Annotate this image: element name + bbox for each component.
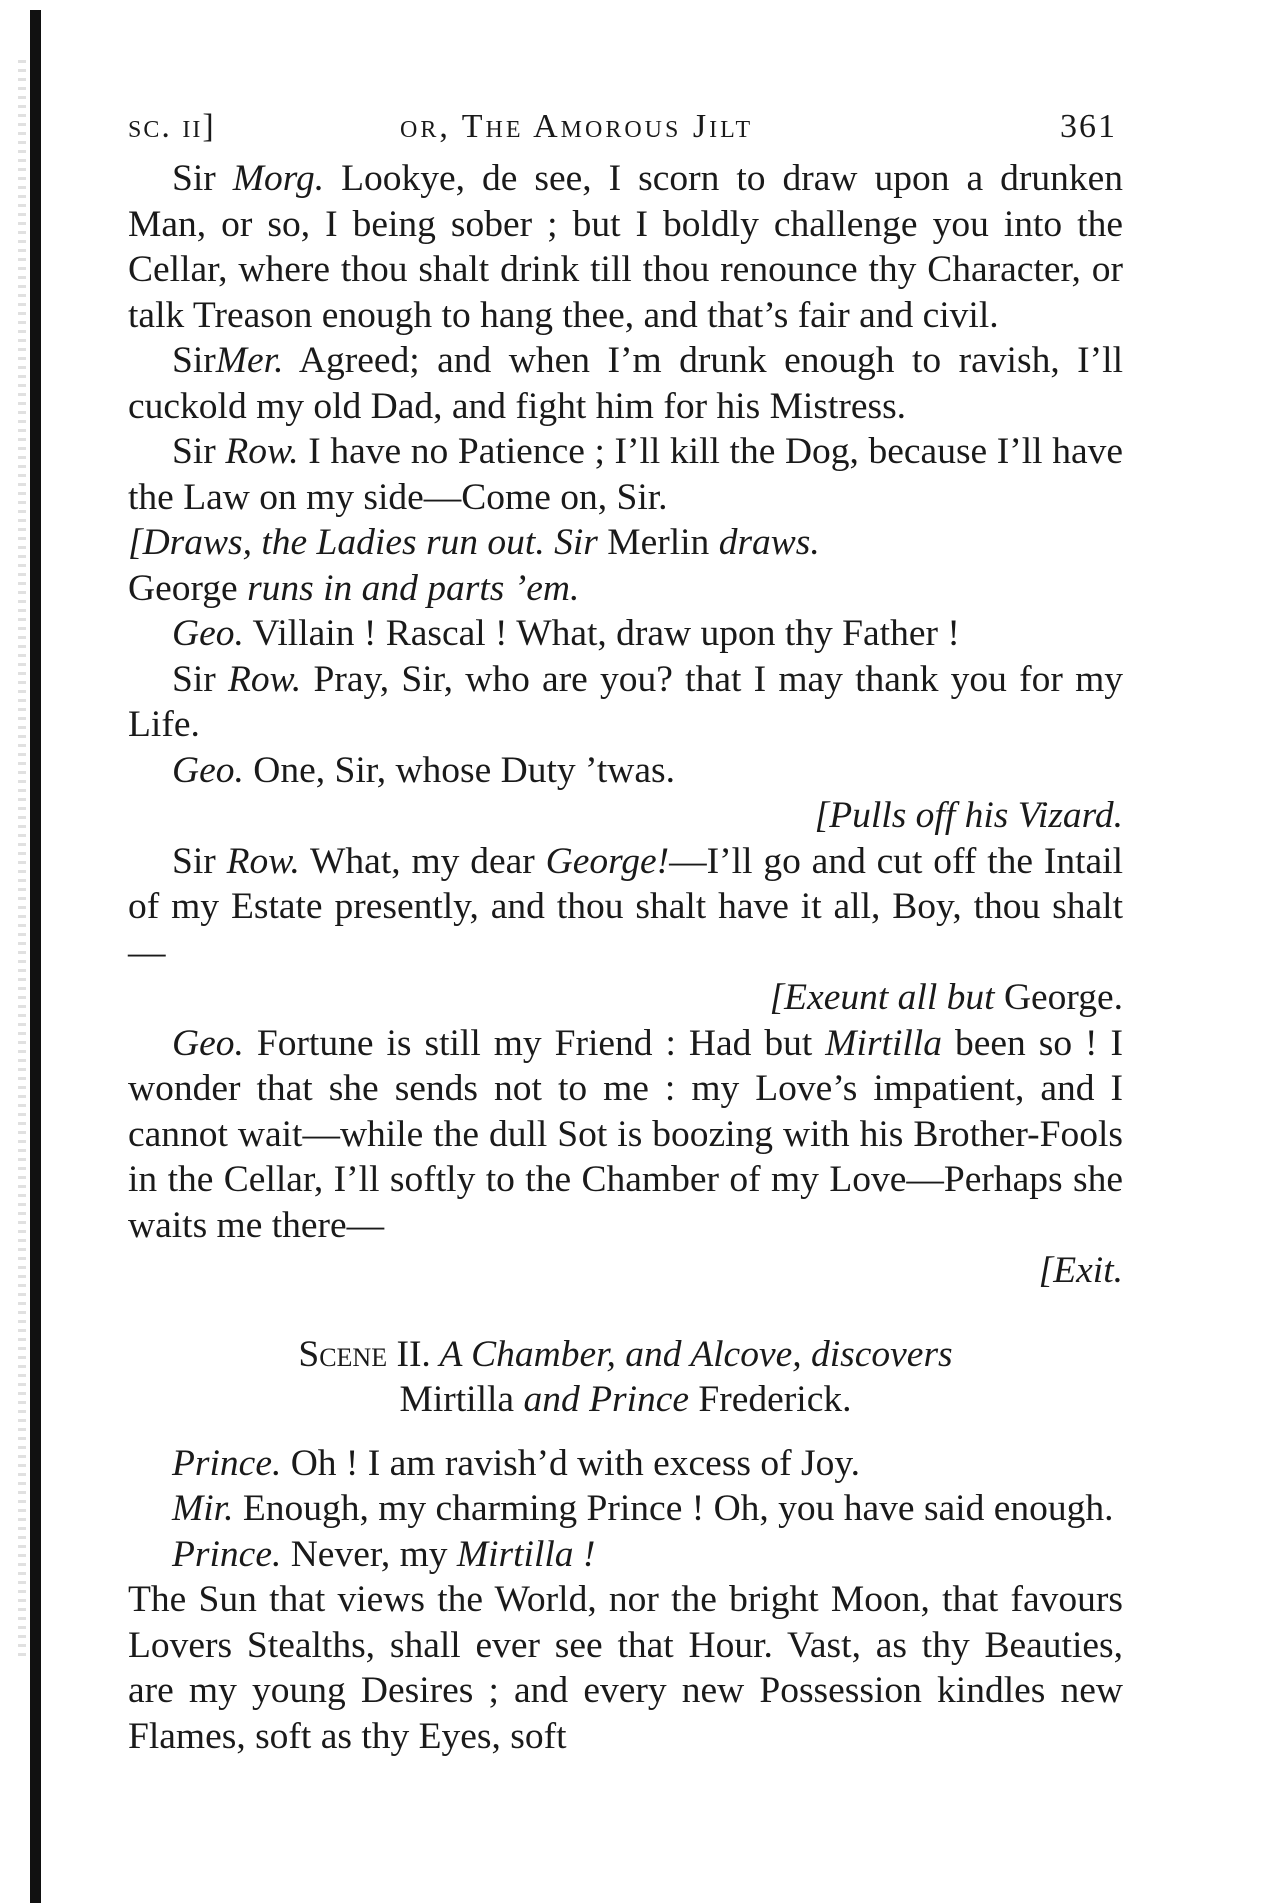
stage-text: [Exeunt all but [769, 977, 1004, 1018]
speaker-title: Sir [172, 340, 216, 381]
speech-text: Agreed; and when I’m drunk enough to ravish, I’ll cuckold my old Dad, and fight him for his Mistress. [128, 340, 1123, 427]
spacer [128, 1423, 1123, 1441]
running-title: or, The Amorous Jilt [400, 108, 754, 145]
scene-title: Scene II. [298, 1333, 431, 1375]
scene-ref: sc. ii] [128, 108, 216, 145]
speaker-name: Morg. [232, 158, 325, 199]
speech [128, 1441, 1123, 1487]
stage-name: George [128, 567, 238, 609]
speech [128, 1486, 1123, 1532]
speaker-name: Prince. [172, 1442, 282, 1484]
speech-text: What, my dear [299, 840, 546, 882]
speech [128, 338, 1123, 429]
stage-direction [128, 793, 1123, 839]
speaker-title: Sir [172, 431, 226, 472]
book-spine [30, 10, 41, 1903]
character-name: Mirtilla ! [456, 1533, 596, 1575]
binding-shadow [18, 60, 26, 1660]
speech [128, 1532, 1123, 1578]
speech-text: I have no Patience ; I’ll kill the Dog, because I’ll have the Law on my side—Come on, Sir. [128, 431, 1124, 518]
speech [128, 839, 1123, 976]
character-name: Mirtilla [825, 1022, 942, 1064]
speaker-name: Mir. [172, 1488, 234, 1529]
character-name: George! [545, 840, 670, 882]
speaker-name: Mer. [215, 340, 284, 381]
stage-direction [128, 566, 1123, 612]
scene-description: A Chamber, and Alcove, discovers [430, 1333, 953, 1375]
speech-text: Enough, my charming Prince ! Oh, you have said enough. [233, 1488, 1114, 1529]
speaker-name: Row. [226, 840, 300, 882]
speech-text: Pray, Sir, who are you? that I may thank you for my Life. [128, 658, 1124, 745]
scene-heading [128, 1332, 1123, 1378]
speech [128, 611, 1123, 657]
speech-text: Fortune is still my Friend : Had but [243, 1022, 826, 1064]
speaker-name: Prince. [172, 1533, 282, 1575]
stage-text: [Exit. [1038, 1250, 1123, 1291]
stage-name: Merlin [607, 522, 710, 563]
book-page [128, 98, 1123, 1759]
dialogue-block [128, 156, 1123, 1759]
stage-name: George. [1003, 977, 1123, 1018]
speech-text: been so ! I wonder that she sends not to me : my Love’s impatient, and I cannot wait—while the dull Sot is boozing with his Brother-Fools in the Cellar, I’ll softly to the Chamber of my Love—Perhaps she waits me there— [128, 1022, 1124, 1246]
speaker-title: Sir [172, 840, 227, 882]
speech [128, 1021, 1123, 1249]
speech [128, 748, 1123, 794]
running-head [128, 98, 1123, 156]
verse-speech: The Sun that views the World, nor the bright Moon, that favours Lovers Stealths, shall ever see that Hour. Vast, as thy Beauties, are my young Desires ; and every new Possession kindles new Flames, soft as thy Eyes, soft [128, 1579, 1123, 1757]
speaker-name: Row. [225, 431, 299, 472]
page-number: 361 [1060, 108, 1117, 145]
stage-direction [128, 520, 1123, 566]
speech [128, 156, 1123, 338]
scene-heading-line2 [128, 1377, 1123, 1423]
speech-text: Never, my [281, 1533, 457, 1575]
speech-text: Oh ! I am ravish’d with excess of Joy. [281, 1442, 861, 1484]
stage-name: Frederick. [698, 1379, 852, 1420]
stage-text: [Pulls off his Vizard. [814, 795, 1123, 836]
stage-direction [128, 1248, 1123, 1294]
speaker-name: Row. [228, 658, 302, 700]
speaker-name: Geo. [172, 749, 244, 791]
speech-text: Villain ! Rascal ! What, draw upon thy Father ! [243, 613, 960, 654]
speaker-title: Sir [172, 158, 233, 199]
stage-name: Mirtilla [399, 1379, 515, 1420]
spacer [128, 1294, 1123, 1332]
speech [128, 429, 1123, 520]
stage-text: and Prince [514, 1379, 699, 1420]
speech-text: One, Sir, whose Duty ’twas. [243, 749, 675, 791]
stage-direction [128, 975, 1123, 1021]
speaker-name: Geo. [172, 613, 244, 654]
speech-text: —I’ll go and cut off the Intail of my Estate presently, and thou shalt have it all, Boy, thou shalt— [128, 840, 1123, 973]
stage-text: draws. [709, 522, 820, 563]
speaker-title: Sir [172, 658, 228, 700]
stage-text: runs in and parts ’em. [237, 567, 580, 609]
speech [128, 657, 1123, 748]
speaker-name: Geo. [172, 1022, 244, 1064]
stage-text: [Draws, the Ladies run out. Sir [128, 522, 608, 563]
speech-text: Lookye, de see, I scorn to draw upon a drunken Man, or so, I being sober ; but I boldly challenge you into the Cellar, where thou shalt drink till thou renounce thy Character, or talk Treason enough to hang thee, and that’s fair and civil. [128, 158, 1124, 336]
